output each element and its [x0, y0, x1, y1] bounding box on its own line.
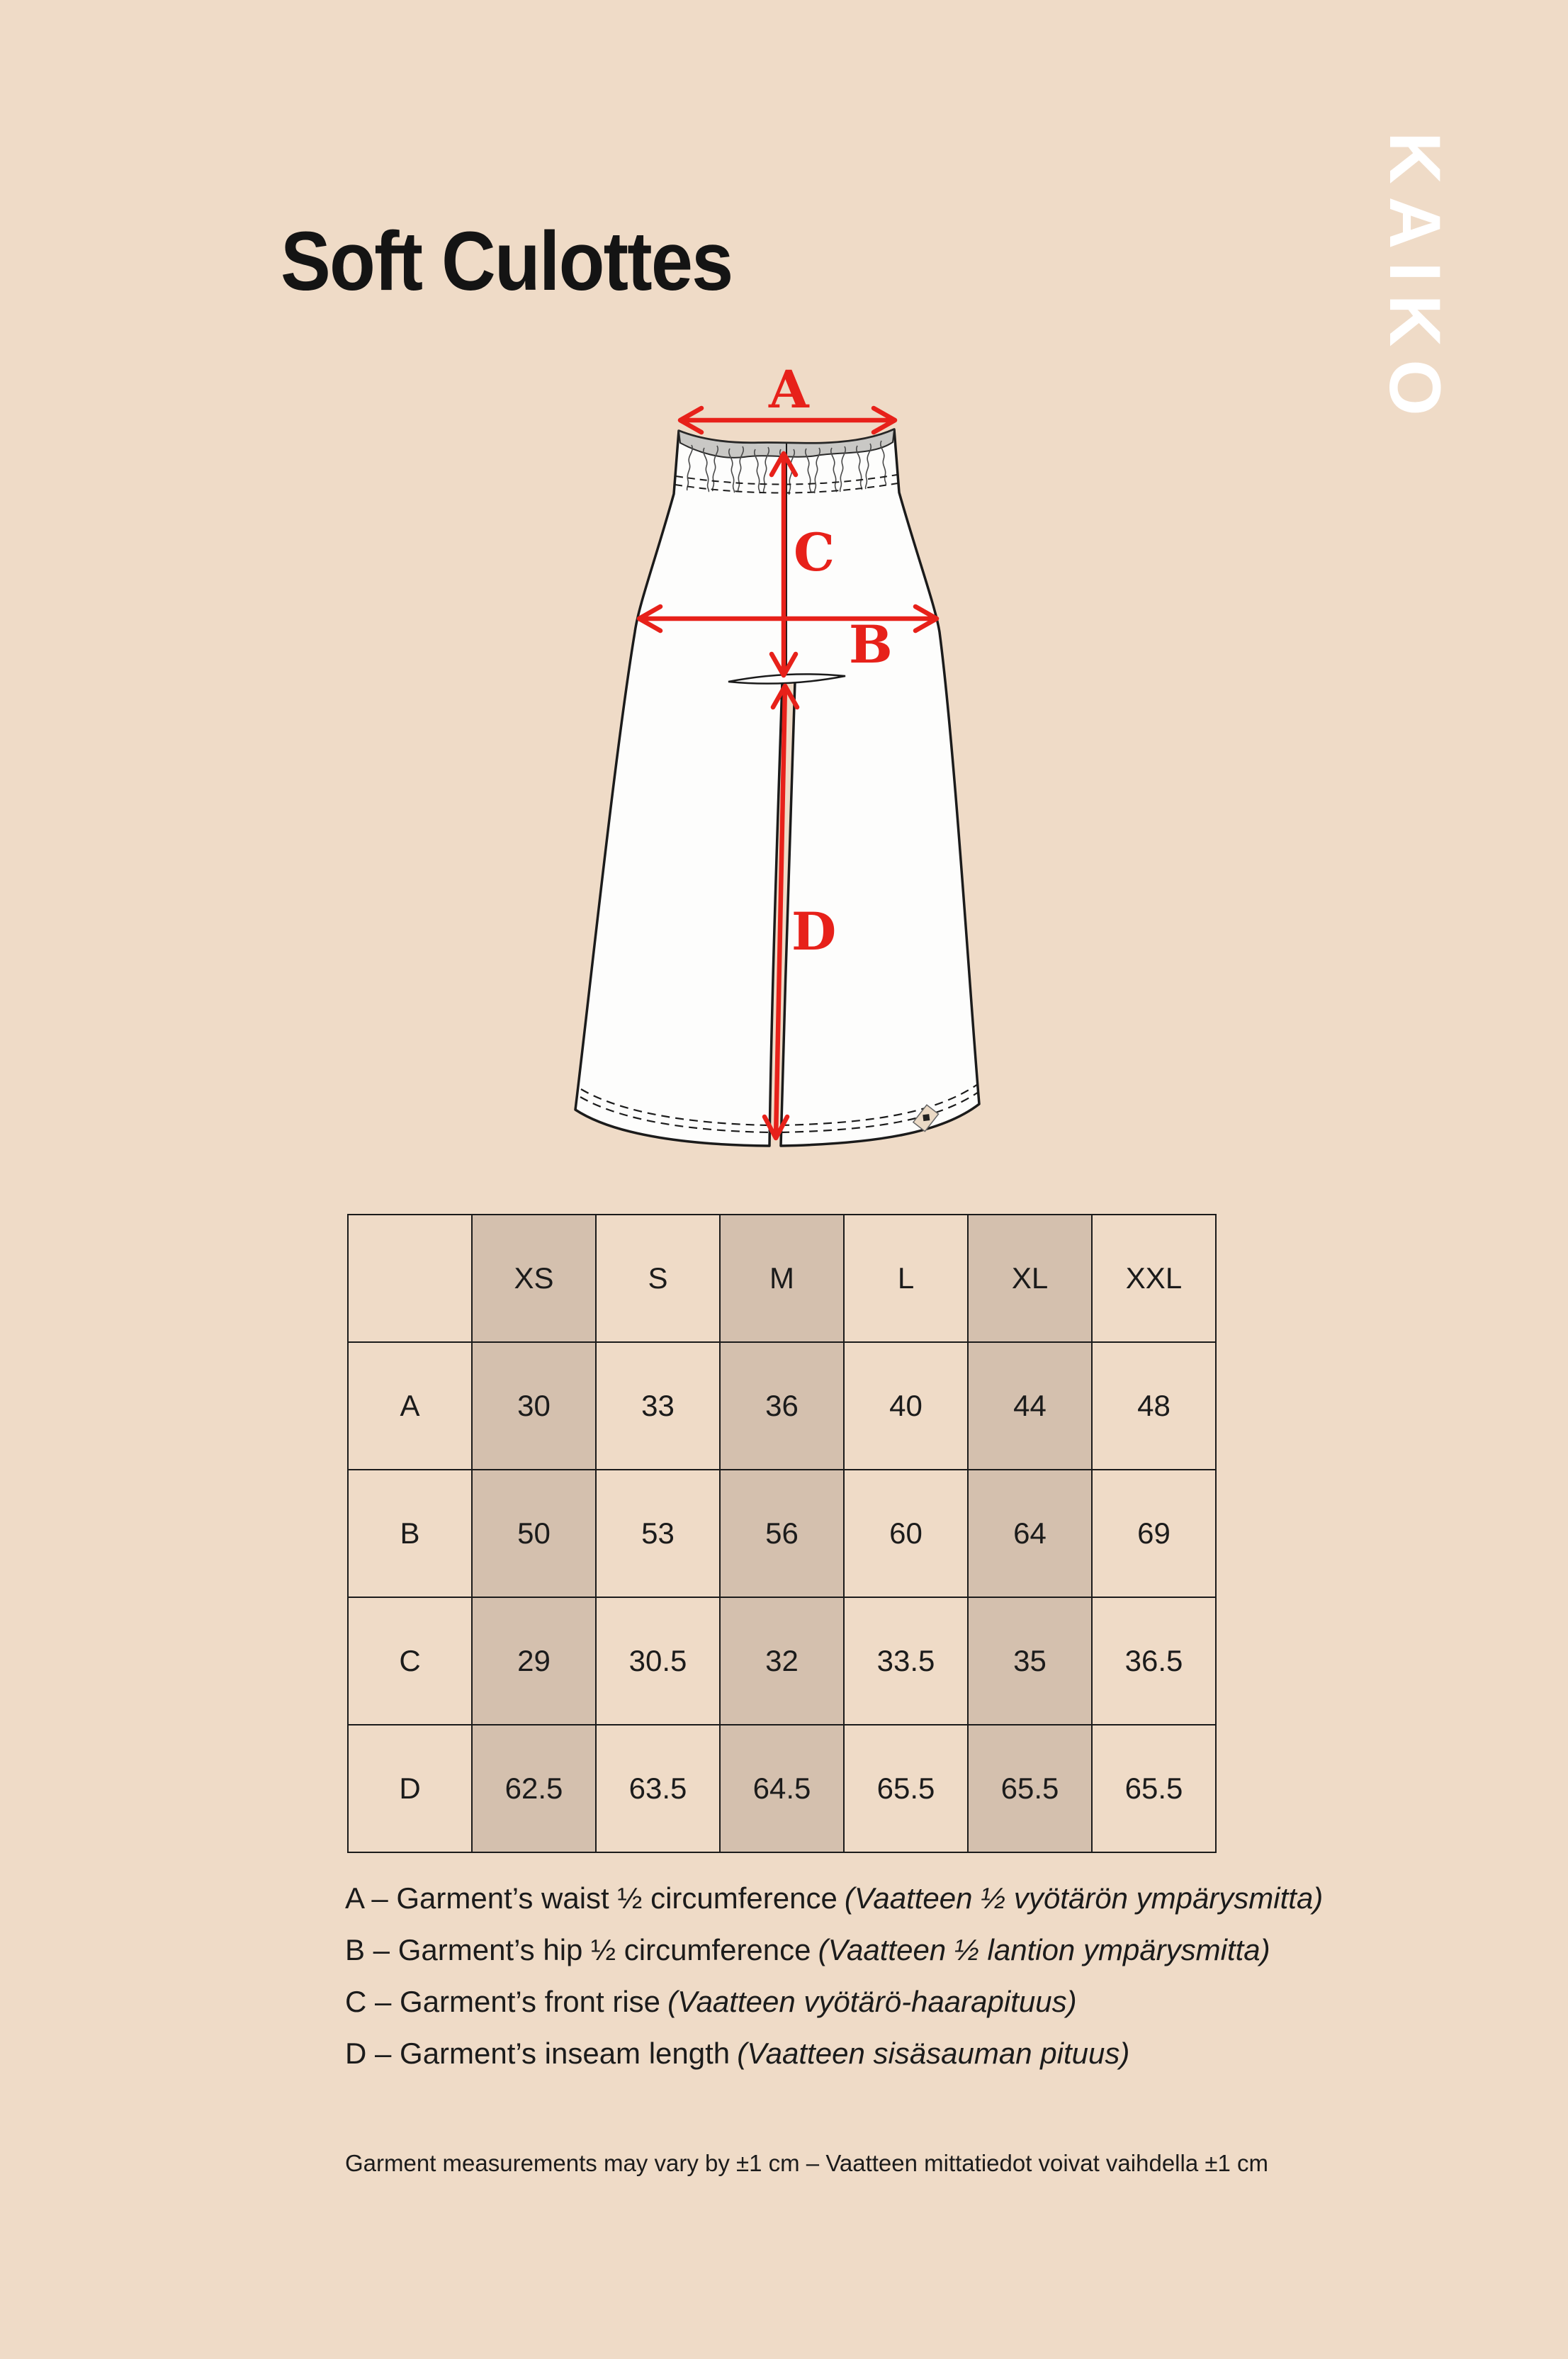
legend-c-en: C – Garment’s front rise	[345, 1985, 661, 2018]
culottes-diagram	[531, 354, 1042, 1176]
legend-line-c	[345, 1976, 1323, 2027]
cell-b-m: 56	[720, 1470, 844, 1597]
table-row	[348, 1597, 1216, 1725]
table-row	[348, 1470, 1216, 1597]
cell-c-xl: 35	[968, 1597, 1092, 1725]
cell-b-xxl: 69	[1092, 1470, 1216, 1597]
size-table	[347, 1214, 1217, 1853]
measure-label-c: C	[794, 522, 835, 583]
legend-a-en: A – Garment’s waist ½ circumference	[345, 1881, 837, 1915]
cell-c-xxl: 36.5	[1092, 1597, 1216, 1725]
legend-c-fi: (Vaatteen vyötärö-haarapituus)	[667, 1985, 1077, 2018]
col-header-s: S	[596, 1215, 720, 1342]
cell-b-xl: 64	[968, 1470, 1092, 1597]
brand-logo-kaiko: KAIKO	[1375, 132, 1455, 429]
cell-d-m: 64.5	[720, 1725, 844, 1852]
cell-a-l: 40	[844, 1342, 968, 1470]
legend-d-en: D – Garment’s inseam length	[345, 2037, 731, 2070]
cell-c-l: 33.5	[844, 1597, 968, 1725]
cell-c-s: 30.5	[596, 1597, 720, 1725]
cell-b-l: 60	[844, 1470, 968, 1597]
cell-c-xs: 29	[472, 1597, 596, 1725]
row-label-b: B	[348, 1470, 472, 1597]
cell-d-s: 63.5	[596, 1725, 720, 1852]
table-row	[348, 1725, 1216, 1852]
cell-a-m: 36	[720, 1342, 844, 1470]
cell-c-m: 32	[720, 1597, 844, 1725]
table-row	[348, 1342, 1216, 1470]
legend-line-a	[345, 1872, 1323, 1924]
cell-d-xs: 62.5	[472, 1725, 596, 1852]
cell-b-s: 53	[596, 1470, 720, 1597]
legend-a-fi: (Vaatteen ½ vyötärön ympärysmitta)	[844, 1881, 1324, 1915]
legend-d-fi: (Vaatteen sisäsauman pituus)	[737, 2037, 1130, 2070]
col-header-xs: XS	[472, 1215, 596, 1342]
col-header-xxl: XXL	[1092, 1215, 1216, 1342]
cell-b-xs: 50	[472, 1470, 596, 1597]
measurement-legend	[345, 1872, 1323, 2079]
corner-cell	[348, 1215, 472, 1342]
row-label-d: D	[348, 1725, 472, 1852]
measure-label-b: B	[849, 614, 893, 675]
cell-a-xs: 30	[472, 1342, 596, 1470]
legend-line-b	[345, 1924, 1323, 1976]
cell-a-xl: 44	[968, 1342, 1092, 1470]
legend-b-fi: (Vaatteen ½ lantion ympärysmitta)	[818, 1933, 1270, 1966]
cell-d-xxl: 65.5	[1092, 1725, 1216, 1852]
measure-label-d: D	[791, 901, 837, 962]
size-table-header-row	[348, 1215, 1216, 1342]
col-header-m: M	[720, 1215, 844, 1342]
col-header-xl: XL	[968, 1215, 1092, 1342]
cell-a-xxl: 48	[1092, 1342, 1216, 1470]
legend-b-en: B – Garment’s hip ½ circumference	[345, 1933, 811, 1966]
col-header-l: L	[844, 1215, 968, 1342]
legend-line-d	[345, 2027, 1323, 2079]
page-title: Soft Culottes	[281, 215, 733, 308]
measure-label-a: A	[769, 359, 809, 420]
row-label-a: A	[348, 1342, 472, 1470]
row-label-c: C	[348, 1597, 472, 1725]
cell-a-s: 33	[596, 1342, 720, 1470]
disclaimer-text: Garment measurements may vary by ±1 cm – Vaatteen mittatiedot voivat vaihdella ±1 cm	[345, 2150, 1268, 2176]
cell-d-xl: 65.5	[968, 1725, 1092, 1852]
cell-d-l: 65.5	[844, 1725, 968, 1852]
